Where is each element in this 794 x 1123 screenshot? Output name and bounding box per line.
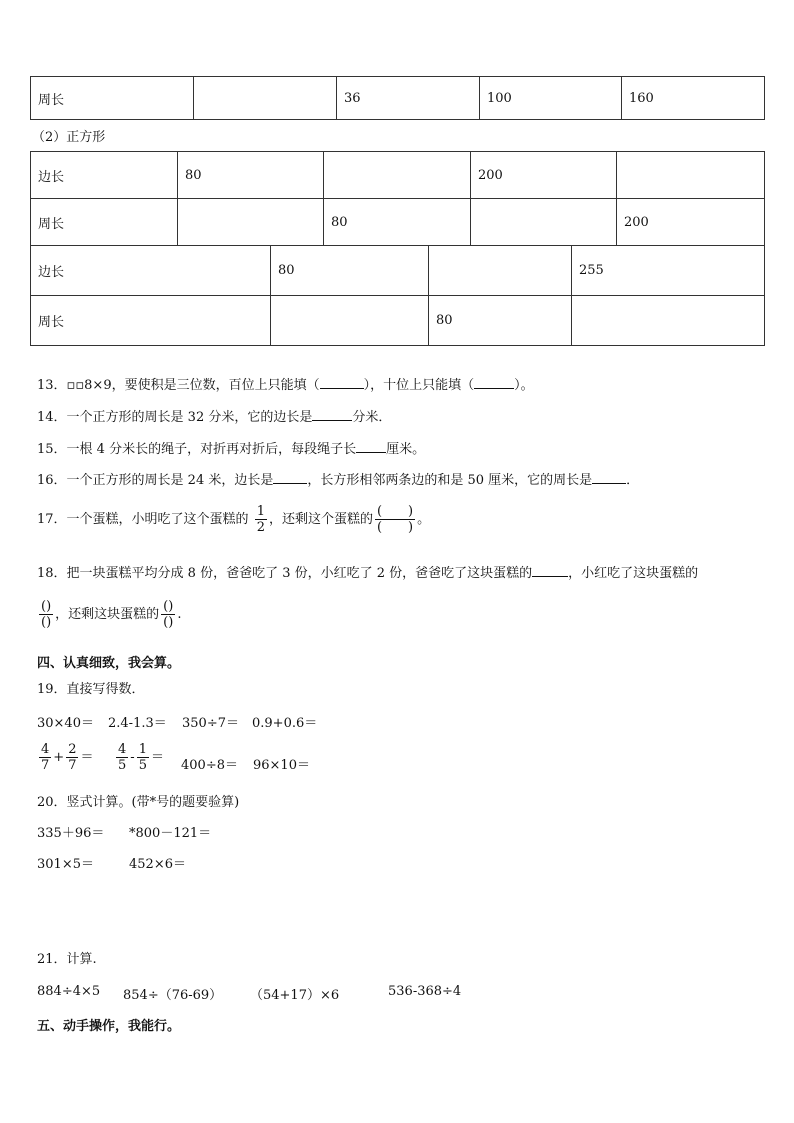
fraction-expression: $\frac{4}{5}$ - $\frac{1}{5}$ ＝	[118, 742, 164, 773]
fraction-one-half: $\frac{1}{2}$	[256, 504, 265, 535]
table-cell: 100	[480, 77, 622, 120]
table-cell-empty	[271, 296, 429, 346]
answer-blank[interactable]	[356, 440, 386, 453]
section-4-heading: 四、认真细致，我会算。	[37, 656, 181, 671]
table-cell-empty	[324, 152, 471, 199]
square-label: （2）正方形	[32, 130, 106, 145]
table-cell: 边长	[31, 152, 178, 199]
question-15: 15．一根 4 分米长的绳子，对折再对折后，每段绳子长 厘米。	[37, 442, 426, 457]
question-18-cont: $\frac{()}{()}$ ，还剩这块蛋糕的 $\frac{()}{()}$ .	[41, 599, 182, 630]
question-14: 14．一个正方形的周长是 32 分米，它的边长是 分米．	[37, 410, 392, 425]
table-cell: 80	[178, 152, 324, 199]
answer-blank[interactable]	[320, 376, 364, 389]
calc-item: 536-368÷4	[388, 984, 462, 999]
table-cell-empty	[572, 296, 765, 346]
table-cell-empty	[194, 77, 337, 120]
table-cell: 200	[617, 199, 765, 246]
table-cell-empty	[617, 152, 765, 199]
calc-item: 335＋96＝	[37, 826, 105, 841]
table-cell-empty	[471, 199, 617, 246]
fraction-answer-blank[interactable]: $\frac{()}{()}$	[41, 599, 52, 630]
table-cell: 80	[429, 296, 572, 346]
fraction-expression: $\frac{4}{7}$ + $\frac{2}{7}$ ＝	[41, 742, 94, 773]
calc-item: 452×6＝	[129, 857, 186, 872]
table-cell: 200	[471, 152, 617, 199]
question-16: 16．一个正方形的周长是 24 米，边长是 ，长方形相邻两条边的和是 50 厘米，它的周长是 ．	[37, 473, 640, 488]
calc-item: 350÷7＝	[182, 716, 239, 731]
answer-blank[interactable]	[273, 471, 307, 484]
calc-item: *800－121＝	[129, 826, 212, 841]
table-cell: 周长	[31, 296, 271, 346]
calc-item: 30×40＝	[37, 716, 94, 731]
question-19-title: 19．直接写得数．	[37, 682, 145, 697]
question-18: 18．把一块蛋糕平均分成 8 份，爸爸吃了 3 份，小红吃了 2 份，爸爸吃了这块蛋糕的 ，小红吃了这块蛋糕的	[37, 566, 699, 581]
question-20-title: 20．竖式计算。(带*号的题要验算)	[37, 795, 240, 810]
fraction: $\frac{4}{5}$	[118, 742, 127, 773]
section-5-heading: 五、动手操作，我能行。	[37, 1019, 181, 1034]
calc-item: 0.9+0.6＝	[252, 716, 318, 731]
calc-item: 96×10＝	[253, 758, 310, 773]
calc-item: 884÷4×5	[37, 984, 101, 999]
table-cell: 255	[572, 246, 765, 296]
table-cell: 边长	[31, 246, 271, 296]
answer-blank[interactable]	[592, 471, 626, 484]
table-cell: 36	[337, 77, 480, 120]
table-cell: 周长	[31, 199, 178, 246]
answer-blank[interactable]	[532, 564, 568, 577]
calc-item: （54+17）×6	[250, 988, 340, 1003]
table-cell-empty	[429, 246, 572, 296]
square-table	[30, 151, 765, 246]
fraction-answer-blank[interactable]: $\frac{( )}{( )}$	[376, 504, 414, 535]
calc-item: 301×5＝	[37, 857, 94, 872]
question-21-title: 21．计算.	[37, 952, 97, 967]
table-cell: 周长	[31, 77, 194, 120]
fraction: $\frac{2}{7}$	[68, 742, 77, 773]
fraction: $\frac{4}{7}$	[41, 742, 50, 773]
table-cell: 160	[622, 77, 765, 120]
answer-blank[interactable]	[474, 376, 514, 389]
fraction-answer-blank[interactable]: $\frac{()}{()}$	[163, 599, 174, 630]
square-table-2	[30, 245, 765, 346]
table-cell-empty	[178, 199, 324, 246]
rectangle-table-bottom-row	[30, 76, 765, 120]
answer-blank[interactable]	[312, 408, 352, 421]
question-13: 13．▫▫8×9，要使积是三位数，百位上只能填（ ），十位上只能填（ ）。	[37, 378, 534, 393]
fraction: $\frac{1}{5}$	[138, 742, 147, 773]
question-17: 17．一个蛋糕，小明吃了这个蛋糕的 $\frac{1}{2}$ ，还剩这个蛋糕的 $\frac{( )}{( )}$ 。	[37, 504, 431, 535]
calc-item: 854÷（76-69）	[123, 988, 223, 1003]
calc-item: 2.4-1.3＝	[108, 716, 167, 731]
table-cell: 80	[271, 246, 429, 296]
calc-item: 400÷8＝	[181, 758, 238, 773]
table-cell: 80	[324, 199, 471, 246]
